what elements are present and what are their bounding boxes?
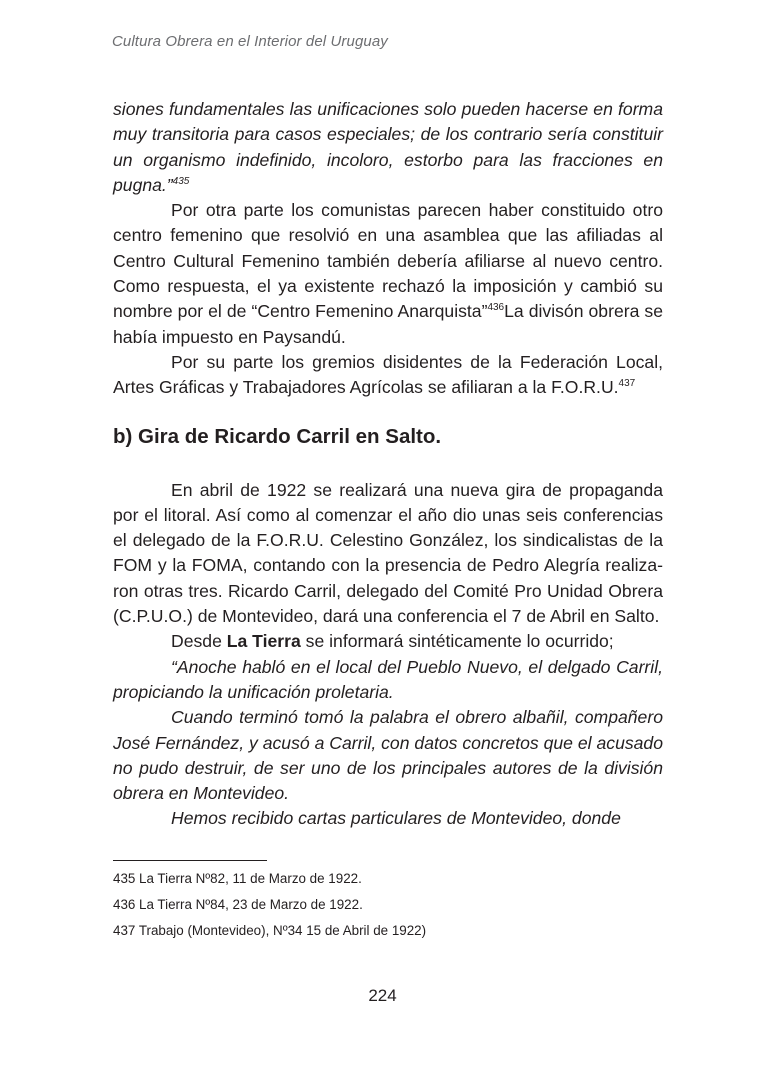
quote-paragraph-1: “Anoche habló en el local del Pueblo Nuevo, el delgado Carril, propiciando la unificación proletaria.	[113, 656, 663, 702]
footnote-437: 437 Trabajo (Montevideo), Nº34 15 de Abril de 1922)	[113, 923, 427, 938]
paragraph-text: siones fundamentales las unificaciones solo pueden hacerse en forma muy transitoria para casos especiales; de los contrario sería constituir un organismo indefinido, incoloro, estorbo para las fracciones en pugna.”	[113, 99, 663, 195]
paragraph-text: Por su parte los gremios disidentes de la Federación Local, Artes Gráficas y Trabajadores Agrícolas se afiliaran a la F.O.R.U.	[113, 351, 663, 398]
paragraph-text: Desde	[171, 631, 227, 652]
quote-paragraph-2: Cuando terminó tomó la palabra el obrero albañil, compañero José Fernández, y acusó a Carril, con datos concretos que el acusado no pudo destruir, de ser uno de los principales autores de la división obrera en Montevideo.	[113, 707, 663, 804]
paragraph-centro-femenino	[113, 198, 663, 350]
footnote-435: 435 La Tierra Nº82, 11 de Marzo de 1922.	[113, 871, 362, 886]
paragraph-quote-continuation	[113, 97, 663, 198]
footnote-ref-435: 435	[172, 175, 190, 187]
footnote-ref-436: 436	[487, 302, 505, 314]
page-number: 224	[368, 986, 397, 1005]
paragraph-gira: En abril de 1922 se realizará una nueva gira de propaganda por el litoral. Así como al comenzar el año dio unas seis conferencias el delegado de la F.O.R.U. Celestino González, los sindicalistas de la FOM y la FOMA, contando con la presencia de Pedro Alegría realizaron otras tres. Ricardo Carril, delegado del Comité Pro Unidad Obrera (C.P.U.O.) de Montevideo, dará una conferencia el 7 de Abril en Salto.	[113, 479, 663, 627]
running-header: Cultura Obrera en el Interior del Uruguay	[112, 33, 388, 50]
quote-paragraph-3: Hemos recibido cartas particulares de Montevideo, donde	[171, 808, 621, 829]
footnotes	[113, 866, 426, 944]
footnote-divider	[113, 860, 267, 861]
footnote-ref-437: 437	[618, 378, 636, 390]
newspaper-title: La Tierra	[226, 631, 301, 652]
body-text	[113, 97, 663, 832]
paragraph-la-tierra	[113, 629, 663, 654]
paragraph-text: Por otra parte los comunistas parecen haber constituido otro centro femenino que resolvió en una asamblea que las afiliadas al Centro Cultural Femenino también debería afiliarse al nuevo centro. Como respuesta, el ya existente rechazó la imposición y cambió su nombre por el de “Centro Femenino Anarquista”	[113, 200, 663, 322]
paragraph-gremios	[113, 350, 663, 401]
footnote-436: 436 La Tierra Nº84, 23 de Marzo de 1922.	[113, 897, 363, 912]
section-heading: b) Gira de Ricardo Carril en Salto.	[113, 424, 442, 448]
paragraph-text: se informará sintéticamente lo ocurrido;	[300, 631, 614, 652]
paragraph-text: La divisón obrera se había impuesto en Paysandú.	[113, 301, 663, 347]
